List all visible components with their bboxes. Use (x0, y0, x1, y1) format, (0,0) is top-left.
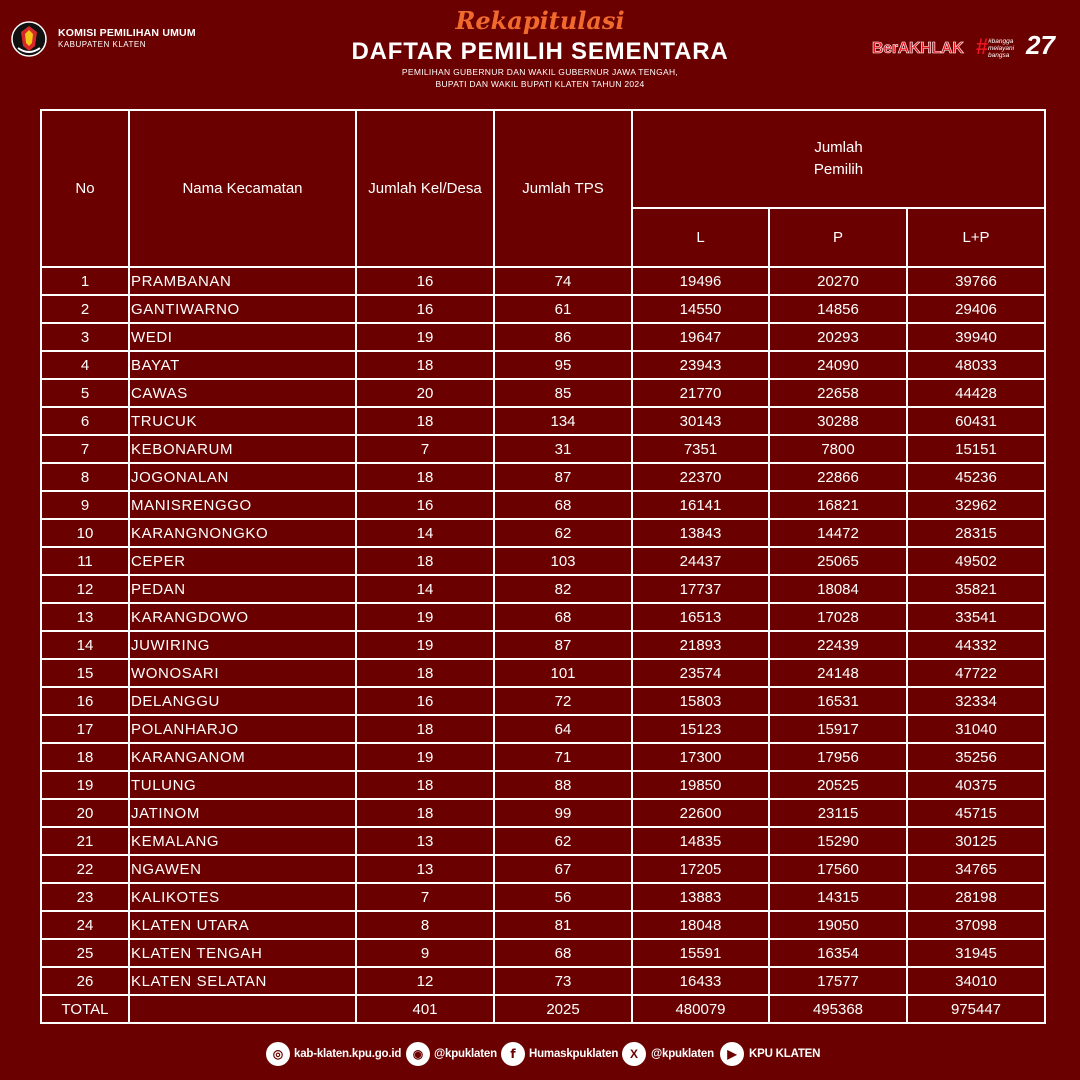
cell-lp: 35256 (907, 743, 1045, 771)
cell-no: 7 (41, 435, 129, 463)
cell-no: 3 (41, 323, 129, 351)
cell-kel-desa: 19 (356, 743, 494, 771)
cell-nama-kecamatan: KLATEN TENGAH (129, 939, 356, 967)
cell-lp: 35821 (907, 575, 1045, 603)
cell-tps: 103 (494, 547, 632, 575)
cell-l: 13883 (632, 883, 769, 911)
cell-p: 14315 (769, 883, 907, 911)
table-body (41, 267, 1045, 995)
cell-p: 16821 (769, 491, 907, 519)
cell-kel-desa: 19 (356, 323, 494, 351)
cell-lp: 37098 (907, 911, 1045, 939)
globe-icon: ◎ (266, 1042, 290, 1066)
cell-kel-desa: 8 (356, 911, 494, 939)
cell-p: 22658 (769, 379, 907, 407)
instagram-icon: ◉ (406, 1042, 430, 1066)
cell-no: 10 (41, 519, 129, 547)
table-row (41, 659, 1045, 687)
table-row (41, 939, 1045, 967)
cell-no: 22 (41, 855, 129, 883)
cell-tps: 101 (494, 659, 632, 687)
cell-p: 15917 (769, 715, 907, 743)
table-row (41, 743, 1045, 771)
table-row (41, 547, 1045, 575)
hashtag-icon: # (976, 34, 989, 59)
cell-p: 14472 (769, 519, 907, 547)
cell-lp: 44428 (907, 379, 1045, 407)
cell-l: 24437 (632, 547, 769, 575)
cell-no: 18 (41, 743, 129, 771)
cell-kel-desa: 16 (356, 687, 494, 715)
cell-no: 26 (41, 967, 129, 995)
cell-no: 1 (41, 267, 129, 295)
table-row (41, 799, 1045, 827)
cell-tps: 56 (494, 883, 632, 911)
cell-p: 22439 (769, 631, 907, 659)
table-row (41, 351, 1045, 379)
table-row (41, 827, 1045, 855)
x-link[interactable]: @kpuklaten (651, 1048, 714, 1060)
cell-lp: 49502 (907, 547, 1045, 575)
header-nama-kecamatan: Nama Kecamatan (129, 110, 356, 267)
cell-nama-kecamatan: KALIKOTES (129, 883, 356, 911)
table-row (41, 855, 1045, 883)
cell-nama-kecamatan: KEMALANG (129, 827, 356, 855)
cell-tps: 62 (494, 519, 632, 547)
cell-nama-kecamatan: KARANGDOWO (129, 603, 356, 631)
cell-tps: 68 (494, 491, 632, 519)
cell-l: 7351 (632, 435, 769, 463)
cell-lp: 32334 (907, 687, 1045, 715)
cell-lp: 44332 (907, 631, 1045, 659)
instagram-link[interactable]: @kpuklaten (434, 1048, 497, 1060)
cell-nama-kecamatan: PRAMBANAN (129, 267, 356, 295)
cell-tps: 81 (494, 911, 632, 939)
cell-lp: 28198 (907, 883, 1045, 911)
cell-nama-kecamatan: PEDAN (129, 575, 356, 603)
cell-l: 17737 (632, 575, 769, 603)
cell-tps: 95 (494, 351, 632, 379)
cell-no: 20 (41, 799, 129, 827)
facebook-icon: f (501, 1042, 525, 1066)
cell-p: 20525 (769, 771, 907, 799)
cell-p: 20270 (769, 267, 907, 295)
cell-kel-desa: 9 (356, 939, 494, 967)
cell-kel-desa: 18 (356, 715, 494, 743)
cell-no: 13 (41, 603, 129, 631)
cell-lp: 34010 (907, 967, 1045, 995)
cell-tps: 74 (494, 267, 632, 295)
cell-p: 22866 (769, 463, 907, 491)
cell-tps: 68 (494, 939, 632, 967)
cell-tps: 86 (494, 323, 632, 351)
cell-lp: 31040 (907, 715, 1045, 743)
cell-p: 16354 (769, 939, 907, 967)
subtitle-line-2: BUPATI DAN WAKIL BUPATI KLATEN TAHUN 2024 (435, 79, 645, 89)
cell-l: 23574 (632, 659, 769, 687)
cell-tps: 85 (494, 379, 632, 407)
cell-nama-kecamatan: KLATEN UTARA (129, 911, 356, 939)
cell-kel-desa: 18 (356, 463, 494, 491)
cell-tps: 99 (494, 799, 632, 827)
cell-lp: 39766 (907, 267, 1045, 295)
cell-p: 17956 (769, 743, 907, 771)
cell-lp: 48033 (907, 351, 1045, 379)
cell-p: 25065 (769, 547, 907, 575)
cell-tps: 73 (494, 967, 632, 995)
cell-l: 14835 (632, 827, 769, 855)
footer (0, 1040, 1080, 1070)
cell-nama-kecamatan: GANTIWARNO (129, 295, 356, 323)
table-row (41, 771, 1045, 799)
cell-l: 19496 (632, 267, 769, 295)
cell-kel-desa: 18 (356, 659, 494, 687)
cell-nama-kecamatan: MANISRENGGO (129, 491, 356, 519)
table-row (41, 379, 1045, 407)
bangga-melayani-logo: #bangga melayani bangsa (988, 38, 1015, 59)
cell-l: 15803 (632, 687, 769, 715)
cell-l: 21893 (632, 631, 769, 659)
cell-lp: 47722 (907, 659, 1045, 687)
cell-l: 15123 (632, 715, 769, 743)
facebook-link[interactable]: Humaskpuklaten (529, 1048, 619, 1060)
cell-nama-kecamatan: JUWIRING (129, 631, 356, 659)
cell-no: 5 (41, 379, 129, 407)
cell-kel-desa: 19 (356, 603, 494, 631)
cell-lp: 29406 (907, 295, 1045, 323)
cell-nama-kecamatan: KEBONARUM (129, 435, 356, 463)
cell-tps: 87 (494, 463, 632, 491)
voter-table (40, 109, 1046, 1024)
x-icon: X (622, 1042, 646, 1066)
cell-kel-desa: 16 (356, 295, 494, 323)
cell-p: 20293 (769, 323, 907, 351)
total-tps: 2025 (494, 995, 632, 1023)
cell-p: 19050 (769, 911, 907, 939)
website-link[interactable]: kab-klaten.kpu.go.id (294, 1048, 402, 1060)
cell-no: 16 (41, 687, 129, 715)
cell-l: 18048 (632, 911, 769, 939)
cell-kel-desa: 14 (356, 575, 494, 603)
cell-kel-desa: 18 (356, 771, 494, 799)
cell-l: 19647 (632, 323, 769, 351)
cell-no: 12 (41, 575, 129, 603)
cell-l: 22600 (632, 799, 769, 827)
cell-p: 17560 (769, 855, 907, 883)
berakhlak-logo: BerAKHLAK (872, 40, 964, 57)
header (0, 0, 1080, 108)
org-name: KOMISI PEMILIHAN UMUM (58, 27, 196, 39)
cell-p: 30288 (769, 407, 907, 435)
cell-no: 25 (41, 939, 129, 967)
total-label: TOTAL (41, 995, 129, 1023)
table-row (41, 967, 1045, 995)
table-row (41, 575, 1045, 603)
table-row (41, 491, 1045, 519)
cell-nama-kecamatan: WONOSARI (129, 659, 356, 687)
cell-no: 4 (41, 351, 129, 379)
table-row (41, 463, 1045, 491)
table-row (41, 883, 1045, 911)
cell-l: 17300 (632, 743, 769, 771)
cell-kel-desa: 13 (356, 827, 494, 855)
page-title: DAFTAR PEMILIH SEMENTARA (351, 38, 729, 65)
table-row (41, 323, 1045, 351)
total-p: 495368 (769, 995, 907, 1023)
cell-p: 14856 (769, 295, 907, 323)
table-row (41, 407, 1045, 435)
table-row (41, 631, 1045, 659)
cell-nama-kecamatan: TRUCUK (129, 407, 356, 435)
script-title: Rekapitulasi (455, 6, 625, 35)
header-p: P (769, 208, 907, 267)
cell-kel-desa: 18 (356, 407, 494, 435)
cell-lp: 45236 (907, 463, 1045, 491)
cell-tps: 61 (494, 295, 632, 323)
cell-nama-kecamatan: JATINOM (129, 799, 356, 827)
cell-l: 23943 (632, 351, 769, 379)
cell-nama-kecamatan: NGAWEN (129, 855, 356, 883)
cell-nama-kecamatan: KARANGNONGKO (129, 519, 356, 547)
cell-l: 21770 (632, 379, 769, 407)
cell-no: 6 (41, 407, 129, 435)
cell-nama-kecamatan: DELANGGU (129, 687, 356, 715)
header-no: No (41, 110, 129, 267)
cell-l: 15591 (632, 939, 769, 967)
cell-lp: 34765 (907, 855, 1045, 883)
cell-nama-kecamatan: TULUNG (129, 771, 356, 799)
cell-l: 17205 (632, 855, 769, 883)
cell-kel-desa: 18 (356, 799, 494, 827)
cell-tps: 87 (494, 631, 632, 659)
cell-lp: 45715 (907, 799, 1045, 827)
cell-lp: 33541 (907, 603, 1045, 631)
cell-kel-desa: 16 (356, 491, 494, 519)
cell-lp: 31945 (907, 939, 1045, 967)
cell-kel-desa: 12 (356, 967, 494, 995)
cell-lp: 40375 (907, 771, 1045, 799)
header-jumlah-pemilih (632, 110, 1045, 208)
cell-lp: 28315 (907, 519, 1045, 547)
cell-tps: 68 (494, 603, 632, 631)
total-kel-desa: 401 (356, 995, 494, 1023)
cell-no: 24 (41, 911, 129, 939)
table-row (41, 267, 1045, 295)
cell-l: 30143 (632, 407, 769, 435)
total-row (41, 995, 1045, 1023)
header-tps: Jumlah TPS (494, 110, 632, 267)
table-row (41, 715, 1045, 743)
cell-tps: 88 (494, 771, 632, 799)
cell-tps: 62 (494, 827, 632, 855)
cell-tps: 82 (494, 575, 632, 603)
subtitle-line-1: PEMILIHAN GUBERNUR DAN WAKIL GUBERNUR JAWA TENGAH, (401, 67, 679, 77)
cell-no: 17 (41, 715, 129, 743)
cell-nama-kecamatan: KARANGANOM (129, 743, 356, 771)
cell-kel-desa: 18 (356, 547, 494, 575)
cell-kel-desa: 13 (356, 855, 494, 883)
cell-l: 22370 (632, 463, 769, 491)
youtube-link[interactable]: KPU KLATEN (749, 1048, 821, 1060)
cell-l: 19850 (632, 771, 769, 799)
cell-l: 16433 (632, 967, 769, 995)
cell-nama-kecamatan: POLANHARJO (129, 715, 356, 743)
cell-p: 15290 (769, 827, 907, 855)
cell-p: 24090 (769, 351, 907, 379)
cell-nama-kecamatan: CEPER (129, 547, 356, 575)
cell-no: 21 (41, 827, 129, 855)
total-empty-cell (129, 995, 356, 1023)
header-lp: L+P (907, 208, 1045, 267)
cell-tps: 67 (494, 855, 632, 883)
table-row (41, 911, 1045, 939)
cell-kel-desa: 20 (356, 379, 494, 407)
cell-p: 17028 (769, 603, 907, 631)
table-row (41, 519, 1045, 547)
cell-nama-kecamatan: WEDI (129, 323, 356, 351)
org-subtitle: KABUPATEN KLATEN (58, 40, 147, 49)
table-row (41, 435, 1045, 463)
cell-no: 11 (41, 547, 129, 575)
header-jumlah-pemilih-line2: Pemilih (813, 161, 864, 178)
cell-no: 9 (41, 491, 129, 519)
header-jumlah-pemilih-line1: Jumlah (814, 139, 863, 156)
table-row (41, 603, 1045, 631)
cell-lp: 39940 (907, 323, 1045, 351)
cell-l: 16141 (632, 491, 769, 519)
header-kel-desa: Jumlah Kel/Desa (356, 110, 494, 267)
cell-lp: 30125 (907, 827, 1045, 855)
total-l: 480079 (632, 995, 769, 1023)
cell-l: 14550 (632, 295, 769, 323)
cell-nama-kecamatan: CAWAS (129, 379, 356, 407)
cell-kel-desa: 19 (356, 631, 494, 659)
header-l: L (632, 208, 769, 267)
cell-no: 15 (41, 659, 129, 687)
cell-nama-kecamatan: BAYAT (129, 351, 356, 379)
cell-l: 16513 (632, 603, 769, 631)
cell-p: 18084 (769, 575, 907, 603)
cell-nama-kecamatan: KLATEN SELATAN (129, 967, 356, 995)
cell-kel-desa: 7 (356, 435, 494, 463)
cell-no: 19 (41, 771, 129, 799)
cell-no: 23 (41, 883, 129, 911)
cell-l: 13843 (632, 519, 769, 547)
cell-p: 24148 (769, 659, 907, 687)
cell-tps: 64 (494, 715, 632, 743)
cell-kel-desa: 7 (356, 883, 494, 911)
cell-kel-desa: 14 (356, 519, 494, 547)
table-row (41, 687, 1045, 715)
cell-tps: 134 (494, 407, 632, 435)
cell-lp: 15151 (907, 435, 1045, 463)
cell-p: 16531 (769, 687, 907, 715)
cell-p: 7800 (769, 435, 907, 463)
cell-no: 14 (41, 631, 129, 659)
youtube-icon: ▶ (720, 1042, 744, 1066)
cell-kel-desa: 18 (356, 351, 494, 379)
cell-p: 17577 (769, 967, 907, 995)
cell-nama-kecamatan: JOGONALAN (129, 463, 356, 491)
cell-tps: 31 (494, 435, 632, 463)
total-lp: 975447 (907, 995, 1045, 1023)
cell-tps: 71 (494, 743, 632, 771)
cell-lp: 32962 (907, 491, 1045, 519)
cell-p: 23115 (769, 799, 907, 827)
anniversary-number: 27 (1026, 30, 1055, 60)
cell-no: 8 (41, 463, 129, 491)
cell-kel-desa: 16 (356, 267, 494, 295)
table-row (41, 295, 1045, 323)
cell-no: 2 (41, 295, 129, 323)
cell-lp: 60431 (907, 407, 1045, 435)
cell-tps: 72 (494, 687, 632, 715)
